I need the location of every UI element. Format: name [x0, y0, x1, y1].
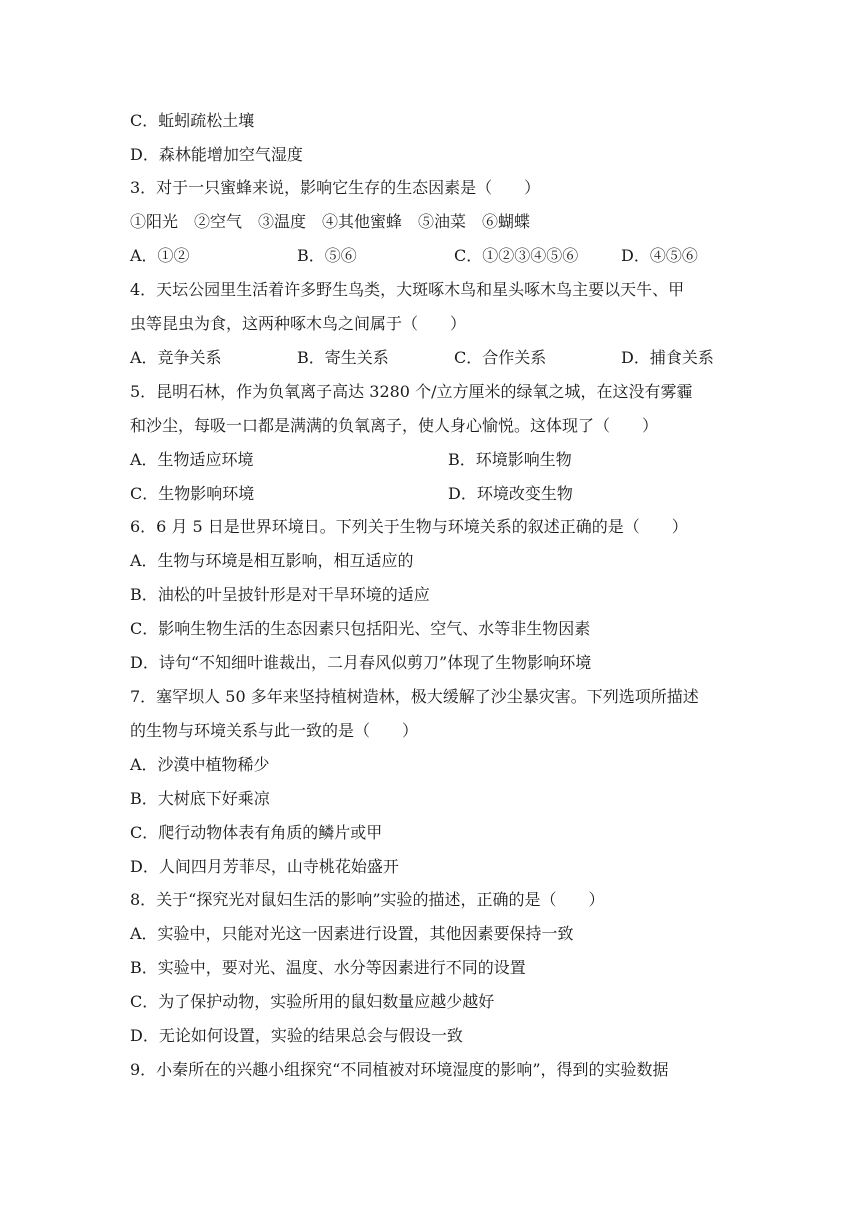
- q6-option-c: C．影响生物生活的生态因素只包括阳光、空气、水等非生物因素: [130, 619, 591, 638]
- q3-option-c: C．①②③④⑤⑥: [454, 246, 579, 265]
- q4-options: [130, 348, 714, 368]
- q8-option-c: C．为了保护动物，实验所用的鼠妇数量应越少越好: [130, 992, 495, 1011]
- q4-option-d: D．捕食关系: [621, 348, 714, 367]
- q7-option-a: A．沙漠中植物稀少: [130, 755, 270, 774]
- q5-options-row-1: [130, 450, 766, 470]
- q3-factor-list: ①阳光 ②空气 ③温度 ④其他蜜蜂 ⑤油菜 ⑥蝴蝶: [130, 212, 531, 231]
- q5-option-c: C．生物影响环境: [130, 484, 255, 503]
- q5-stem-line-2: 和沙尘，每吸一口都是满满的负氧离子，使人身心愉悦。这体现了（ ）: [130, 416, 659, 435]
- q7-option-d: D．人间四月芳菲尽，山寺桃花始盛开: [130, 857, 399, 876]
- q7-option-b: B．大树底下好乘凉: [130, 789, 270, 808]
- q8-option-a: A．实验中，只能对光这一因素进行设置，其他因素要保持一致: [130, 924, 574, 943]
- q4-stem-line-2: 虫等昆虫为食，这两种啄木鸟之间属于（ ）: [130, 314, 467, 333]
- q6-option-a: A．生物与环境是相互影响，相互适应的: [130, 551, 414, 570]
- q4-option-c: C．合作关系: [454, 348, 547, 367]
- q4-option-a: A．竞争关系: [130, 348, 222, 367]
- q2-option-d: D．森林能增加空气湿度: [130, 145, 303, 164]
- q3-option-a: A．①②: [130, 246, 190, 265]
- q6-option-d: D．诗句“不知细叶谁裁出，二月春风似剪刀”体现了生物影响环境: [130, 653, 592, 672]
- q7-stem-line-2: 的生物与环境关系与此一致的是（ ）: [130, 721, 419, 740]
- q4-stem-line-1: 4．天坛公园里生活着许多野生鸟类，大斑啄木鸟和星头啄木鸟主要以天牛、甲: [130, 280, 685, 299]
- q6-stem: 6．6 月 5 日是世界环境日。下列关于生物与环境关系的叙述正确的是（ ）: [130, 517, 688, 536]
- q3-option-d: D．④⑤⑥: [621, 246, 698, 265]
- q3-options: [130, 246, 698, 266]
- q2-option-c: C．蚯蚓疏松土壤: [130, 111, 255, 130]
- q5-stem-line-1: 5．昆明石林，作为负氧离子高达 3280 个/立方厘米的绿氧之城，在这没有雾霾: [130, 382, 693, 401]
- q5-option-a: A．生物适应环境: [130, 450, 254, 469]
- q6-option-b: B．油松的叶呈披针形是对干旱环境的适应: [130, 585, 430, 604]
- q8-stem: 8．关于“探究光对鼠妇生活的影响”实验的描述，正确的是（ ）: [130, 890, 605, 909]
- q5-option-b: B．环境影响生物: [448, 450, 572, 469]
- q5-options-row-2: [130, 484, 766, 504]
- q3-stem: 3．对于一只蜜蜂来说，影响它生存的生态因素是（ ）: [130, 178, 541, 197]
- q5-option-d: D．环境改变生物: [448, 484, 573, 503]
- q8-option-b: B．实验中，要对光、温度、水分等因素进行不同的设置: [130, 958, 526, 977]
- q9-stem-line-1: 9．小秦所在的兴趣小组探究“不同植被对环境湿度的影响”，得到的实验数据: [130, 1060, 669, 1079]
- q7-stem-line-1: 7．塞罕坝人 50 多年来坚持植树造林，极大缓解了沙尘暴灾害。下列选项所描述: [130, 687, 699, 706]
- q3-option-b: B．⑤⑥: [297, 246, 357, 265]
- q8-option-d: D．无论如何设置，实验的结果总会与假设一致: [130, 1026, 463, 1045]
- q4-option-b: B．寄生关系: [297, 348, 389, 367]
- q7-option-c: C．爬行动物体表有角质的鳞片或甲: [130, 823, 383, 842]
